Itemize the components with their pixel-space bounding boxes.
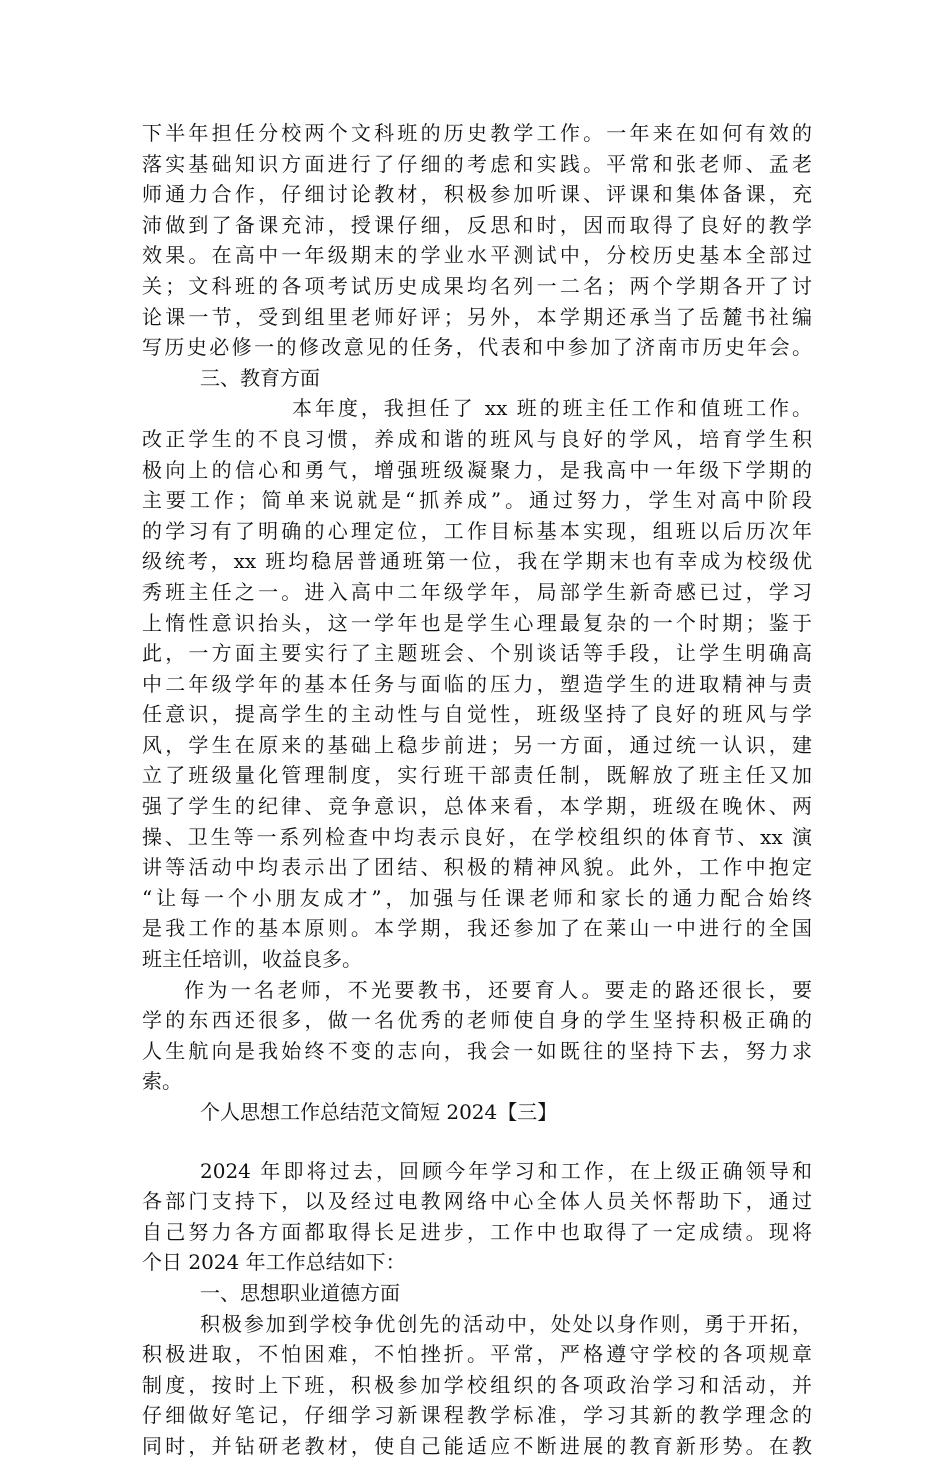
text-line: 索。 (142, 1069, 182, 1094)
text-line: 风，学生在原来的基础上稳步前进；另一方面，通过统一认识，建 (142, 732, 812, 757)
text-line: 任意识，提高学生的主动性与自觉性，班级坚持了良好的班风与学 (142, 702, 812, 727)
text-line: 效果。在高中一年级期末的学业水平测试中，分校历史基本全部过 (142, 243, 812, 268)
text-line: 立了班级量化管理制度，实行班干部责任制，既解放了班主任又加 (142, 763, 812, 788)
text-line: 上惰性意识抬头，这一学年也是学生心理最复杂的一个时期；鉴于 (142, 610, 812, 635)
article-title: 个人思想工作总结范文简短 2024【三】 (200, 1100, 558, 1124)
intro-paragraph (142, 1156, 812, 1278)
text-line: 下半年担任分校两个文科班的历史教学工作。一年来在如何有效的 (142, 121, 812, 145)
history-teaching-paragraph (142, 118, 812, 363)
text-line: 个日 2024 年工作总结如下： (142, 1250, 406, 1275)
text-line: 秀班主任之一。进入高中二年级学年，局部学生新奇感已过，学习 (142, 579, 812, 604)
closing-paragraph (142, 975, 812, 1097)
text-line: 强了学生的纪律、竞争意识，总体来看，本学期，班级在晚休、两 (142, 794, 812, 819)
text-line: 写历史必修一的修改意见的任务，代表和中参加了济南市历史年会。 (142, 335, 812, 360)
text-line: 改正学生的不良习惯，养成和谐的班风与良好的学风，培育学生积 (142, 426, 812, 451)
spacer (142, 1128, 812, 1156)
text-line: 2024 年即将过去，回顾今年学习和工作，在上级正确领导和 (200, 1158, 812, 1183)
text-line: “让每一个小朋友成才”，加强与任课老师和家长的通力配合始终 (142, 885, 812, 910)
text-line: 自己努力各方面都取得长足进步，工作中也取得了一定成绩。现将 (142, 1219, 812, 1244)
text-line: 各部门支持下，以及经过电教网络中心全体人员关怀帮助下，通过 (142, 1189, 812, 1214)
section-heading-morality: 一、思想职业道德方面 (200, 1280, 400, 1305)
text-line: 积极进取，不怕困难，不怕挫折。平常，严格遵守学校的各项规章 (142, 1342, 812, 1367)
text-line: 学的东西还很多，做一名优秀的老师使自身的学生坚持积极正确的 (142, 1008, 812, 1033)
text-line: 同时，并钻研老教材，使自己能适应不断进展的教育新形势。在教 (142, 1433, 812, 1458)
text-line: 制度，按时上下班，积极参加学校组织的各项政治学习和活动，并 (142, 1372, 812, 1397)
text-line: 级统考，xx 班均稳居普通班第一位，我在学期末也有幸成为校级优 (142, 549, 812, 574)
text-line: 中二年级学年的基本任务与面临的压力，塑造学生的进取精神与责 (142, 671, 812, 696)
text-line: 积极参加到学校争优创先的活动中，处处以身作则，勇于开拓， (200, 1311, 812, 1336)
text-line: 班主任培训，收益良多。 (142, 947, 362, 972)
education-paragraph (142, 393, 812, 974)
text-line: 的学习有了明确的心理定位，工作目标基本实现，组班以后历次年 (142, 518, 812, 543)
text-line: 关；文科班的各项考试历史成果均名列一二名；两个学期各开了讨 (142, 273, 812, 298)
text-line: 作为一名老师，不光要教书，还要育人。要走的路还很长，要 (184, 977, 812, 1002)
section-heading-education: 三、教育方面 (200, 365, 320, 390)
text-line: 人生航向是我始终不变的志向，我会一如既往的坚持下去，努力求 (142, 1038, 812, 1063)
text-line: 操、卫生等一系列检查中均表示良好，在学校组织的体育节、xx 演 (142, 824, 812, 849)
text-line: 极向上的信心和勇气，增强班级凝聚力，是我高中一年级下学期的 (142, 457, 812, 482)
text-line: 本年度，我担任了 xx 班的班主任工作和值班工作。 (292, 396, 812, 421)
text-line: 论课一节，受到组里老师好评；另外，本学期还承当了岳麓书社编 (142, 304, 812, 329)
text-line: 师通力合作，仔细讨论教材，积极参加听课、评课和集体备课，充 (142, 182, 812, 207)
text-line: 讲等活动中均表示出了团结、积极的精神风貌。此外，工作中抱定 (142, 855, 812, 880)
text-line: 仔细做好笔记，仔细学习新课程教学标准，学习其新的教学理念的 (142, 1403, 812, 1428)
text-line: 落实基础知识方面进行了仔细的考虑和实践。平常和张老师、孟老 (142, 151, 812, 176)
text-line: 主要工作；简单来说就是“抓养成”。通过努力，学生对高中阶段 (142, 488, 812, 513)
morality-paragraph (142, 1309, 812, 1462)
text-line: 沛做到了备课充沛，授课仔细，反思和时，因而取得了良好的教学 (142, 212, 812, 237)
text-line: 此，一方面主要实行了主题班会、个别谈话等手段，让学生明确高 (142, 641, 812, 666)
text-line: 是我工作的基本原则。本学期，我还参加了在莱山一中进行的全国 (142, 916, 812, 941)
document-page (142, 118, 812, 1462)
